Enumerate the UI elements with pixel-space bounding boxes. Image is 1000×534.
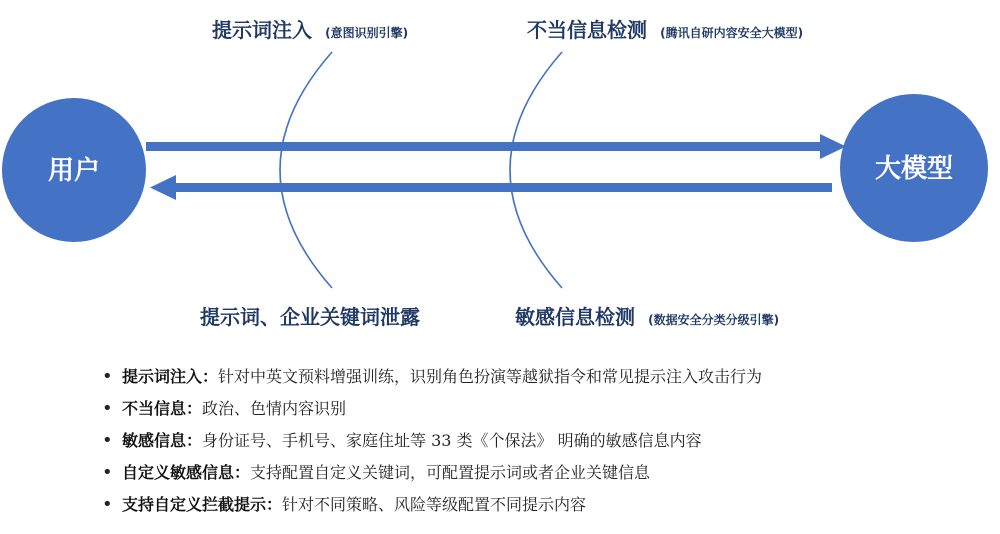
label-top-left-main: 提示词注入 [212, 18, 312, 42]
left-filter-arc [280, 52, 332, 288]
response-arrow-head [150, 175, 176, 200]
response-arrow-shaft [174, 183, 832, 192]
feature-text: 政治、色情内容识别 [202, 399, 347, 418]
feature-item [100, 489, 762, 521]
feature-term: 自定义敏感信息： [122, 463, 251, 482]
label-top-left-sub: (意图识别引擎) [325, 26, 409, 40]
feature-text: 身份证号、手机号、家庭住址等 33 类《个保法》 明确的敏感信息内容 [202, 431, 702, 450]
label-bottom-left [200, 305, 420, 329]
bullet-dot: • [102, 494, 113, 515]
request-arrow-shaft [146, 142, 822, 151]
label-bottom-right [515, 305, 779, 329]
feature-term: 敏感信息： [122, 431, 203, 450]
feature-list [100, 361, 762, 521]
user-node-label: 用户 [47, 156, 101, 186]
feature-text: 针对不同策略、风险等级配置不同提示内容 [282, 495, 587, 514]
bullet-dot: • [102, 366, 113, 387]
feature-item [100, 457, 762, 489]
bullet-dot: • [102, 462, 113, 483]
label-bottom-left-main: 提示词、企业关键词泄露 [200, 305, 420, 329]
right-filter-arc [510, 52, 562, 288]
feature-item [100, 361, 762, 393]
user-node [2, 98, 146, 242]
model-node-label: 大模型 [874, 154, 954, 184]
feature-term: 不当信息： [122, 399, 203, 418]
bullet-dot: • [102, 430, 113, 451]
feature-text: 支持配置自定义关键词，可配置提示词或者企业关键信息 [250, 463, 651, 482]
model-node [840, 94, 988, 242]
feature-item [100, 425, 762, 457]
label-top-right [527, 18, 803, 42]
bullet-dot: • [102, 398, 113, 419]
label-bottom-right-sub: (数据安全分类分级引擎) [648, 313, 780, 327]
feature-term: 提示词注入： [122, 367, 219, 386]
feature-item [100, 393, 762, 425]
label-top-left [212, 18, 408, 42]
feature-text: 针对中英文预料增强训练，识别角色扮演等越狱指令和常见提示注入攻击行为 [218, 367, 763, 386]
label-top-right-sub: (腾讯自研内容安全大模型) [660, 26, 804, 40]
label-top-right-main: 不当信息检测 [527, 18, 647, 42]
label-bottom-right-main: 敏感信息检测 [515, 305, 635, 329]
feature-term: 支持自定义拦截提示： [122, 495, 283, 514]
